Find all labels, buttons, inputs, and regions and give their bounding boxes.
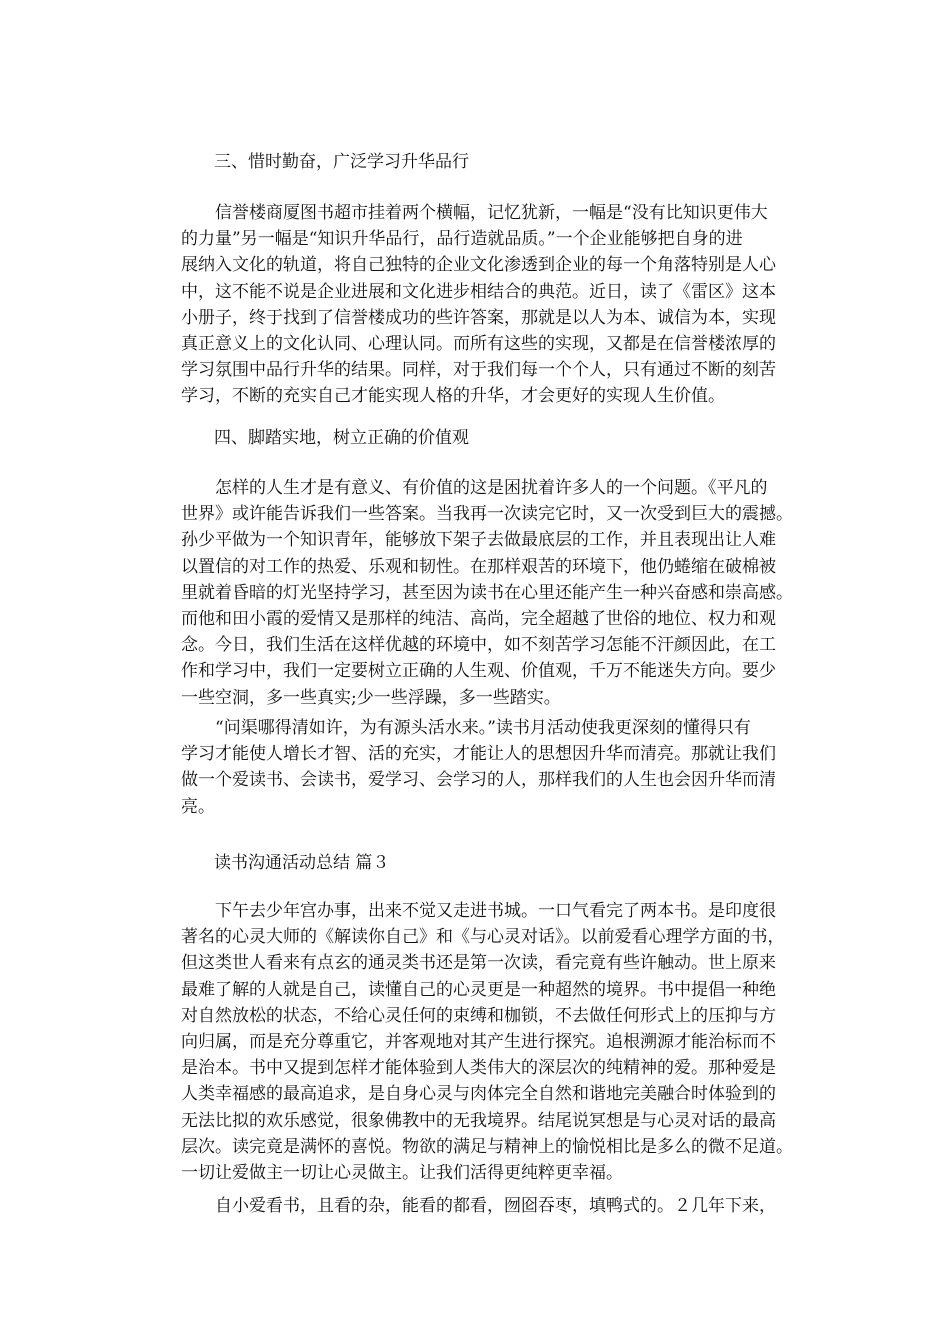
text-line: 真正意义上的文化认同、心理认同。而所有这些的实现，又都是在信誉楼浓厚的: [181, 333, 776, 354]
text-line: 信誉楼商厦图书超市挂着两个横幅，记忆犹新，一幅是“没有比知识更伟大: [215, 203, 768, 223]
section-heading-4: 四、脚踏实地，树立正确的价值观: [214, 428, 469, 448]
text-line: 学习才能使人增长才智、活的充实，才能让人的思想因升华而清亮。那就让我们: [181, 744, 776, 765]
text-line: 世界》或许能告诉我们一些答案。当我再一次读完它时，又一次受到巨大的震撼。: [181, 504, 793, 525]
text-line: 亮。: [181, 796, 215, 817]
text-line: 下午去少年宫办事，出来不觉又走进书城。一口气看完了两本书。是印度很: [215, 901, 776, 921]
article-title-part-3: 读书沟通活动总结 篇３: [214, 853, 390, 873]
text-line: 向归属，而是充分尊重它，并客观地对其产生进行探究。追根溯源才能治标而不: [181, 1031, 776, 1052]
text-line: 是治本。书中又提到怎样才能体验到人类伟大的深层次的纯精神的爱。那种爱是: [181, 1058, 776, 1079]
text-line: 著名的心灵大师的《解读你自己》和《与心灵对话》。以前爱看心理学方面的书，: [181, 927, 785, 948]
text-line: 而他和田小霞的爱情又是那样的纯洁、高尚，完全超越了世俗的地位、权力和观: [181, 608, 776, 629]
text-line: 对自然放松的状态，不给心灵任何的束缚和枷锁，不去做任何形式上的压抑与方: [181, 1005, 776, 1026]
paragraph-shaoniangong: [181, 898, 801, 1186]
text-line: 一切让爱做主一切让心灵做主。让我们活得更纯粹更幸福。: [181, 1162, 623, 1183]
section-heading-3: 三、惜时勤奋，广泛学习升华品行: [214, 152, 469, 172]
text-line: 学习，不断的充实自己才能实现人格的升华，才会更好的实现人生价值。: [181, 386, 725, 407]
paragraph-zixiao-aikanshu: [181, 1193, 801, 1219]
paragraph-xinyulou: [181, 200, 801, 410]
text-line: 念。今日，我们生活在这样优越的环境中，如不刻苦学习怎能不汗颜因此，在工: [181, 635, 776, 656]
text-line: 学习氛围中品行升华的结果。同样，对于我们每一个个人，只有通过不断的刻苦: [181, 360, 776, 381]
text-line: 无法比拟的欢乐感觉，很象佛教中的无我境界。结尾说冥想是与心灵对话的最高: [181, 1110, 776, 1131]
text-line: 作和学习中，我们一定要树立正确的人生观、价值观，千万不能迷失方向。要少: [181, 661, 776, 682]
text-line: 但这类世人看来有点玄的通灵类书还是第一次读，看完竟有些许触动。世上原来: [181, 953, 776, 974]
text-line: 自小爱看书，且看的杂，能看的都看，囫囵吞枣，填鸭式的。２几年下来，: [215, 1196, 776, 1216]
text-line: 中，这不能不说是企业进展和文化进步相结合的典范。近日，读了《雷区》这本: [181, 281, 776, 302]
text-line: 里就着昏暗的灯光坚持学习，甚至因为读书在心里还能产生一种兴奋感和崇高感。: [181, 582, 793, 603]
text-line: “问渠哪得清如许，为有源头活水来。”读书月活动使我更深刻的懂得只有: [215, 718, 751, 738]
text-line: 小册子，终于找到了信誉楼成功的些许答案，那就是以人为本、诚信为本，实现: [181, 307, 776, 328]
text-line: 展纳入文化的轨道，将自己独特的企业文化渗透到企业的每一个角落特别是人心: [181, 255, 776, 276]
text-line: 一些空洞，多一些真实;少一些浮躁，多一些踏实。: [181, 687, 561, 708]
text-line: 做一个爱读书、会读书，爱学习、会学习的人，那样我们的人生也会因升华而清: [181, 770, 776, 791]
paragraph-wenqu: [181, 715, 801, 820]
text-line: 孙少平做为一个知识青年，能够放下架子去做最底层的工作，并且表现出让人难: [181, 530, 776, 551]
text-line: 最难了解的人就是自己，读懂自己的心灵更是一种超然的境界。书中提倡一种绝: [181, 979, 776, 1000]
text-line: 层次。读完竟是满怀的喜悦。物欲的满足与精神上的愉悦相比是多么的微不足道。: [181, 1136, 793, 1157]
text-line: 以置信的对工作的热爱、乐观和韧性。在那样艰苦的环境下，他仍蜷缩在破棉被: [181, 556, 776, 577]
text-line: 怎样的人生才是有意义、有价值的这是困扰着许多人的一个问题。《平凡的: [215, 478, 768, 498]
text-line: 人类幸福感的最高追求，是自身心灵与肉体完全自然和谐地完美融合时体验到的: [181, 1084, 776, 1105]
paragraph-pingfan-shijie: [181, 475, 801, 711]
text-line: 的力量”另一幅是“知识升华品行，品行造就品质。”一个企业能够把自身的进: [181, 229, 743, 250]
